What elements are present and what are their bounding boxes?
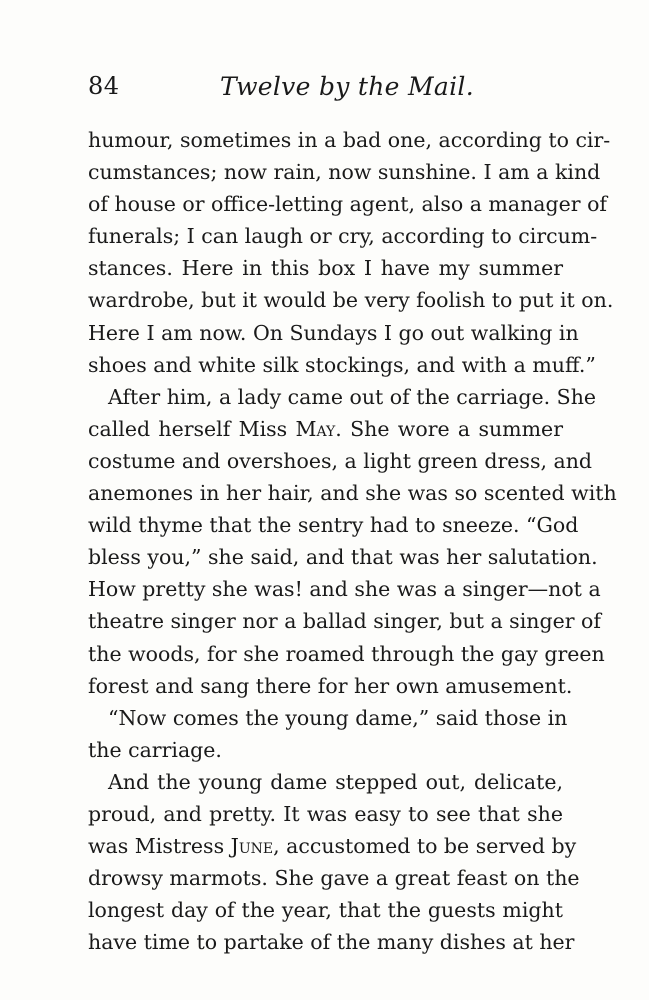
text-line: cumstances; now rain, now sunshine. I am a kind (88, 160, 601, 185)
text-line: have time to partake of the many dishes at her (88, 930, 575, 955)
page-header (88, 72, 563, 106)
text-line: Here I am now. On Sundays I go out walking in (88, 320, 579, 345)
text-line: of house or office-letting agent, also a manager of (88, 192, 608, 217)
text-line: called herself Miss May. She wore a summer (88, 416, 563, 441)
text-line: stances. Here in this box I have my summer (88, 256, 563, 281)
text-line: costume and overshoes, a light green dress, and (88, 448, 593, 473)
text-line: anemones in her hair, and she was so scented with (88, 481, 617, 506)
text-line: the woods, for she roamed through the gay green (88, 641, 605, 666)
text-line: proud, and pretty. It was easy to see that she (88, 801, 563, 826)
text-line: was Mistress June, accustomed to be served by (88, 834, 577, 859)
text-line: shoes and white silk stockings, and with a muff.” (88, 352, 596, 377)
text-line: longest day of the year, that the guests might (88, 898, 563, 923)
text-line: How pretty she was! and she was a singer—not a (88, 577, 601, 602)
text-line: the carriage. (88, 737, 222, 762)
running-title: Twelve by the Mail. (220, 72, 474, 101)
text-line: funerals; I can laugh or cry, according to circum- (88, 224, 598, 249)
page-number: 84 (88, 72, 120, 100)
text-line: drowsy marmots. She gave a great feast on the (88, 866, 580, 891)
text-line: After him, a lady came out of the carriage. She (108, 384, 597, 409)
text-line: wardrobe, but it would be very foolish to put it on. (88, 288, 614, 313)
text-line: theatre singer nor a ballad singer, but a singer of (88, 609, 601, 634)
text-line: “Now comes the young dame,” said those in (108, 705, 568, 730)
text-line: And the young dame stepped out, delicate, (108, 769, 563, 794)
text-line: bless you,” she said, and that was her salutation. (88, 545, 598, 570)
text-line: humour, sometimes in a bad one, according to cir- (88, 128, 611, 152)
text-line: wild thyme that the sentry had to sneeze. “God (88, 513, 579, 538)
body-text (88, 124, 617, 958)
text-line: forest and sang there for her own amusement. (88, 673, 573, 698)
